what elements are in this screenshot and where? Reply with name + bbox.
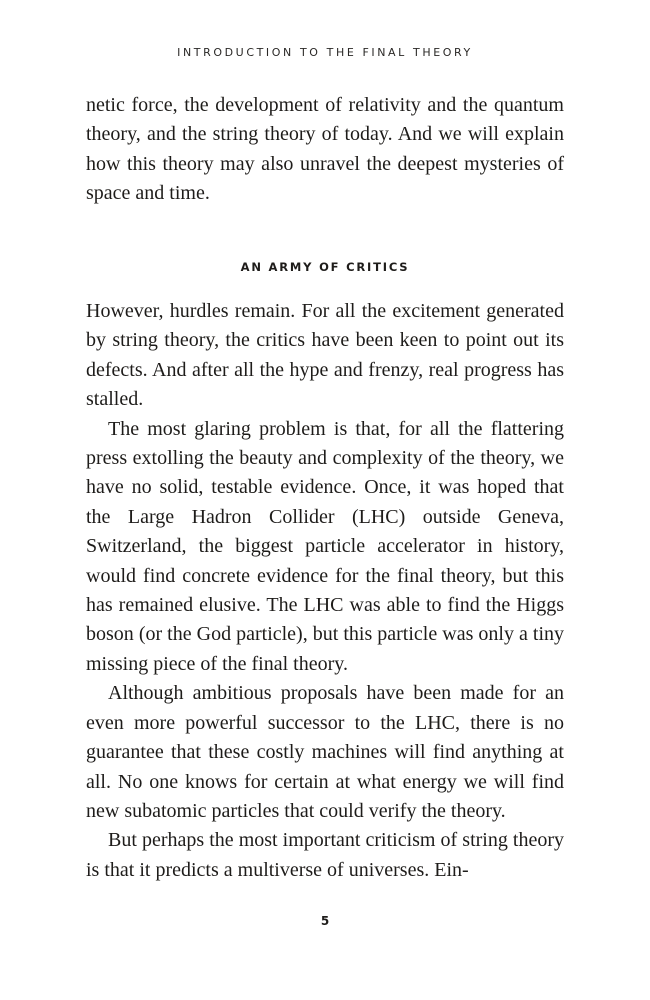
paragraph: But perhaps the most important criticism of string theory is that it predicts a multiverse of universes. Ein- xyxy=(86,829,564,881)
paragraph: Although ambitious proposals have been made for an even more powerful successor to the LHC, there is no guarantee that these costly machines will find anything at all. No one knows for certain at what energy we will find new subatomic particles that could verify the theory. xyxy=(86,682,564,822)
paragraph-continuation: netic force, the development of relativity and the quantum theory, and the string theory of today. And we will explain how this theory may also unravel the deepest mysteries of space and time. xyxy=(86,94,564,205)
page-number: 5 xyxy=(320,914,330,928)
running-head: INTRODUCTION TO THE FINAL THEORY xyxy=(177,46,473,59)
section-body xyxy=(86,297,564,885)
paragraph: However, hurdles remain. For all the excitement generated by string theory, the critics have been keen to point out its defects. And after all the hype and frenzy, real progress has stalled. xyxy=(86,300,564,411)
section-heading: AN ARMY OF CRITICS xyxy=(240,260,410,274)
paragraph: The most glaring problem is that, for all the flattering press extolling the beauty and complexity of the theory, we have no solid, testable evidence. Once, it was hoped that the Large Hadron Collider (LHC) outside Geneva, Switzerland, the biggest particle accelerator in history, would find concrete evidence for the final theory, but this has remained elusive. The LHC was able to find the Higgs boson (or the God particle), but this particle was only a tiny missing piece of the final theory. xyxy=(86,417,564,675)
intro-text-block xyxy=(86,91,564,209)
